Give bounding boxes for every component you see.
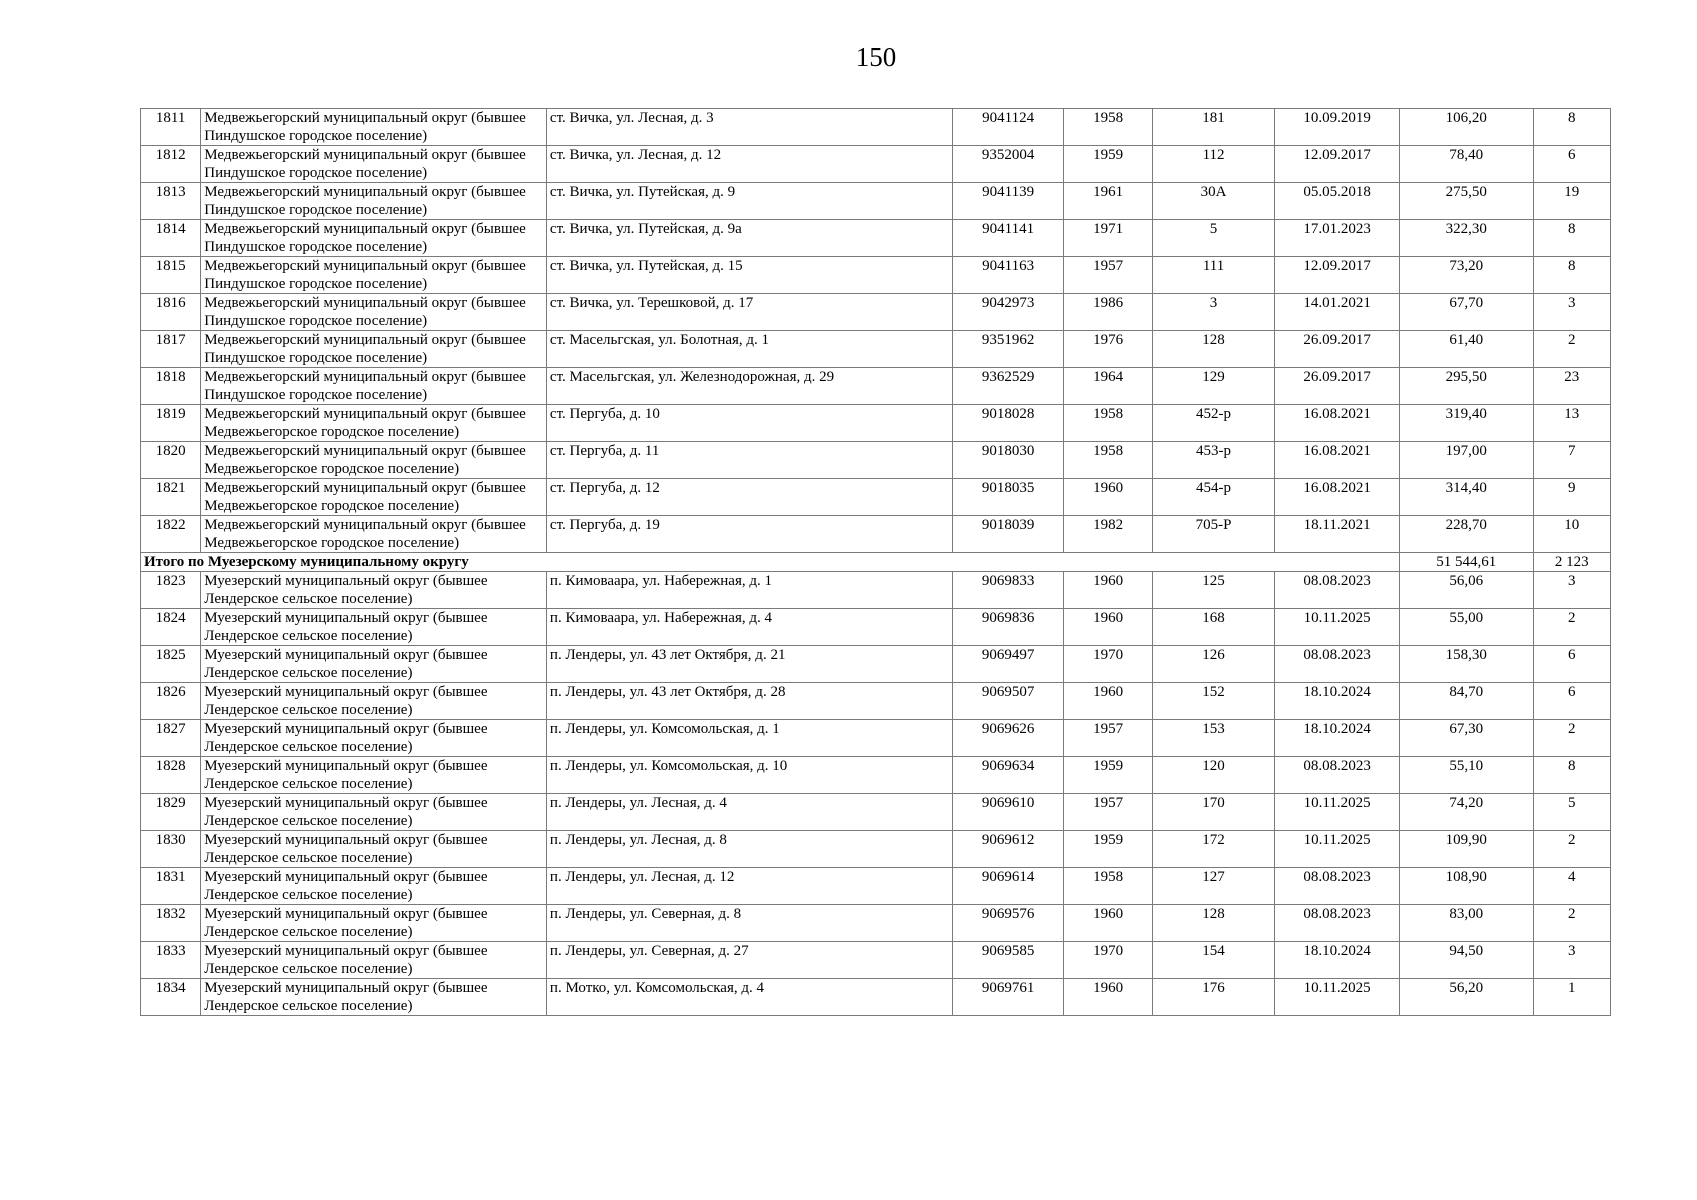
row-document-date: 18.10.2024 (1275, 942, 1400, 979)
table-row (141, 109, 1611, 146)
row-municipality: Муезерский муниципальный округ (бывшее Лендерское сельское поселение) (201, 831, 547, 868)
row-number: 1817 (141, 331, 201, 368)
row-residents: 8 (1533, 220, 1610, 257)
row-area: 106,20 (1399, 109, 1533, 146)
row-document-date: 10.11.2025 (1275, 831, 1400, 868)
row-residents: 23 (1533, 368, 1610, 405)
row-year-built: 1959 (1064, 757, 1152, 794)
rows-muezersky (141, 572, 1611, 1016)
row-cadastral-number: 9041124 (952, 109, 1064, 146)
table-row (141, 942, 1611, 979)
row-year-built: 1958 (1064, 442, 1152, 479)
row-municipality: Медвежьегорский муниципальный округ (бывшее Медвежьегорское городское поселение) (201, 516, 547, 553)
row-year-built: 1960 (1064, 979, 1152, 1016)
row-residents: 19 (1533, 183, 1610, 220)
table-row (141, 442, 1611, 479)
row-municipality: Муезерский муниципальный округ (бывшее Лендерское сельское поселение) (201, 979, 547, 1016)
row-residents: 8 (1533, 257, 1610, 294)
row-municipality: Медвежьегорский муниципальный округ (бывшее Пиндушское городское поселение) (201, 220, 547, 257)
row-year-built: 1960 (1064, 609, 1152, 646)
row-number: 1819 (141, 405, 201, 442)
row-address: ст. Пергуба, д. 10 (546, 405, 952, 442)
row-cadastral-number: 9041139 (952, 183, 1064, 220)
table-row (141, 516, 1611, 553)
row-residents: 6 (1533, 646, 1610, 683)
row-year-built: 1957 (1064, 720, 1152, 757)
row-residents: 3 (1533, 572, 1610, 609)
row-residents: 2 (1533, 831, 1610, 868)
row-year-built: 1960 (1064, 905, 1152, 942)
row-document-number: 168 (1152, 609, 1275, 646)
row-municipality: Муезерский муниципальный округ (бывшее Лендерское сельское поселение) (201, 905, 547, 942)
row-area: 56,06 (1399, 572, 1533, 609)
row-municipality: Медвежьегорский муниципальный округ (бывшее Пиндушское городское поселение) (201, 183, 547, 220)
row-residents: 9 (1533, 479, 1610, 516)
row-document-number: 172 (1152, 831, 1275, 868)
table-row (141, 220, 1611, 257)
row-municipality: Муезерский муниципальный округ (бывшее Лендерское сельское поселение) (201, 942, 547, 979)
row-municipality: Медвежьегорский муниципальный округ (бывшее Медвежьегорское городское поселение) (201, 479, 547, 516)
table-row (141, 646, 1611, 683)
row-document-date: 18.10.2024 (1275, 720, 1400, 757)
table-row (141, 183, 1611, 220)
row-cadastral-number: 9069585 (952, 942, 1064, 979)
row-cadastral-number: 9041141 (952, 220, 1064, 257)
table-row (141, 794, 1611, 831)
row-year-built: 1982 (1064, 516, 1152, 553)
row-document-date: 14.01.2021 (1275, 294, 1400, 331)
row-document-number: 111 (1152, 257, 1275, 294)
total-section (141, 553, 1611, 572)
row-cadastral-number: 9351962 (952, 331, 1064, 368)
row-year-built: 1970 (1064, 646, 1152, 683)
row-address: ст. Пергуба, д. 12 (546, 479, 952, 516)
row-municipality: Медвежьегорский муниципальный округ (бывшее Пиндушское городское поселение) (201, 331, 547, 368)
row-address: п. Кимоваара, ул. Набережная, д. 1 (546, 572, 952, 609)
row-number: 1825 (141, 646, 201, 683)
row-year-built: 1957 (1064, 794, 1152, 831)
row-residents: 3 (1533, 942, 1610, 979)
rows-medvezhyegorsk (141, 109, 1611, 553)
row-residents: 6 (1533, 146, 1610, 183)
row-address: п. Лендеры, ул. Лесная, д. 12 (546, 868, 952, 905)
row-document-number: 170 (1152, 794, 1275, 831)
row-residents: 6 (1533, 683, 1610, 720)
row-document-number: 126 (1152, 646, 1275, 683)
row-address: п. Лендеры, ул. Лесная, д. 8 (546, 831, 952, 868)
row-area: 319,40 (1399, 405, 1533, 442)
table-row (141, 572, 1611, 609)
row-address: ст. Вичка, ул. Путейская, д. 9а (546, 220, 952, 257)
table-row (141, 146, 1611, 183)
row-cadastral-number: 9352004 (952, 146, 1064, 183)
row-area: 73,20 (1399, 257, 1533, 294)
row-year-built: 1958 (1064, 405, 1152, 442)
row-year-built: 1971 (1064, 220, 1152, 257)
row-number: 1823 (141, 572, 201, 609)
row-cadastral-number: 9069576 (952, 905, 1064, 942)
row-year-built: 1960 (1064, 572, 1152, 609)
row-number: 1818 (141, 368, 201, 405)
total-area: 51 544,61 (1399, 553, 1533, 572)
row-cadastral-number: 9041163 (952, 257, 1064, 294)
row-cadastral-number: 9069497 (952, 646, 1064, 683)
row-document-number: 181 (1152, 109, 1275, 146)
row-municipality: Медвежьегорский муниципальный округ (бывшее Пиндушское городское поселение) (201, 146, 547, 183)
row-municipality: Муезерский муниципальный округ (бывшее Лендерское сельское поселение) (201, 720, 547, 757)
row-address: ст. Масельгская, ул. Болотная, д. 1 (546, 331, 952, 368)
row-document-number: 705-Р (1152, 516, 1275, 553)
row-area: 322,30 (1399, 220, 1533, 257)
row-year-built: 1959 (1064, 146, 1152, 183)
row-document-number: 454-р (1152, 479, 1275, 516)
row-municipality: Муезерский муниципальный округ (бывшее Лендерское сельское поселение) (201, 572, 547, 609)
row-address: ст. Вичка, ул. Путейская, д. 15 (546, 257, 952, 294)
row-residents: 2 (1533, 331, 1610, 368)
row-municipality: Муезерский муниципальный округ (бывшее Лендерское сельское поселение) (201, 757, 547, 794)
row-number: 1820 (141, 442, 201, 479)
row-address: п. Лендеры, ул. Северная, д. 8 (546, 905, 952, 942)
row-document-date: 08.08.2023 (1275, 757, 1400, 794)
row-residents: 3 (1533, 294, 1610, 331)
table-row (141, 868, 1611, 905)
row-number: 1811 (141, 109, 201, 146)
row-residents: 10 (1533, 516, 1610, 553)
row-address: ст. Вичка, ул. Лесная, д. 3 (546, 109, 952, 146)
row-document-date: 10.09.2019 (1275, 109, 1400, 146)
row-document-number: 128 (1152, 331, 1275, 368)
row-residents: 8 (1533, 757, 1610, 794)
row-number: 1822 (141, 516, 201, 553)
row-document-number: 112 (1152, 146, 1275, 183)
row-number: 1833 (141, 942, 201, 979)
row-document-number: 120 (1152, 757, 1275, 794)
row-address: п. Лендеры, ул. 43 лет Октября, д. 28 (546, 683, 952, 720)
row-year-built: 1958 (1064, 109, 1152, 146)
row-document-date: 18.11.2021 (1275, 516, 1400, 553)
row-address: ст. Пергуба, д. 19 (546, 516, 952, 553)
row-cadastral-number: 9018028 (952, 405, 1064, 442)
total-label: Итого по Муезерскому муниципальному округу (141, 553, 1400, 572)
row-cadastral-number: 9069634 (952, 757, 1064, 794)
total-people: 2 123 (1533, 553, 1610, 572)
row-address: ст. Вичка, ул. Терешковой, д. 17 (546, 294, 952, 331)
row-document-date: 10.11.2025 (1275, 609, 1400, 646)
table-row (141, 294, 1611, 331)
row-address: ст. Вичка, ул. Лесная, д. 12 (546, 146, 952, 183)
row-document-date: 26.09.2017 (1275, 331, 1400, 368)
row-year-built: 1959 (1064, 831, 1152, 868)
row-number: 1826 (141, 683, 201, 720)
row-number: 1827 (141, 720, 201, 757)
row-number: 1812 (141, 146, 201, 183)
row-cadastral-number: 9069626 (952, 720, 1064, 757)
row-area: 61,40 (1399, 331, 1533, 368)
housing-registry-table (140, 108, 1611, 1016)
row-cadastral-number: 9018039 (952, 516, 1064, 553)
row-document-date: 26.09.2017 (1275, 368, 1400, 405)
row-cadastral-number: 9042973 (952, 294, 1064, 331)
row-residents: 5 (1533, 794, 1610, 831)
row-area: 94,50 (1399, 942, 1533, 979)
row-area: 197,00 (1399, 442, 1533, 479)
row-document-date: 16.08.2021 (1275, 405, 1400, 442)
row-document-date: 08.08.2023 (1275, 572, 1400, 609)
table-row (141, 257, 1611, 294)
row-year-built: 1958 (1064, 868, 1152, 905)
row-document-date: 08.08.2023 (1275, 646, 1400, 683)
table-row (141, 331, 1611, 368)
row-area: 228,70 (1399, 516, 1533, 553)
row-cadastral-number: 9069507 (952, 683, 1064, 720)
row-document-date: 10.11.2025 (1275, 979, 1400, 1016)
row-residents: 7 (1533, 442, 1610, 479)
row-document-number: 3 (1152, 294, 1275, 331)
row-document-date: 16.08.2021 (1275, 442, 1400, 479)
row-residents: 2 (1533, 609, 1610, 646)
row-document-number: 129 (1152, 368, 1275, 405)
row-address: п. Лендеры, ул. Комсомольская, д. 1 (546, 720, 952, 757)
row-address: ст. Масельгская, ул. Железнодорожная, д. 29 (546, 368, 952, 405)
row-municipality: Муезерский муниципальный округ (бывшее Лендерское сельское поселение) (201, 868, 547, 905)
row-address: ст. Вичка, ул. Путейская, д. 9 (546, 183, 952, 220)
row-residents: 13 (1533, 405, 1610, 442)
row-municipality: Муезерский муниципальный округ (бывшее Лендерское сельское поселение) (201, 646, 547, 683)
row-document-number: 452-р (1152, 405, 1275, 442)
table-row (141, 905, 1611, 942)
table-row (141, 757, 1611, 794)
row-number: 1814 (141, 220, 201, 257)
row-cadastral-number: 9069833 (952, 572, 1064, 609)
row-address: ст. Пергуба, д. 11 (546, 442, 952, 479)
table-row (141, 368, 1611, 405)
row-address: п. Лендеры, ул. Комсомольская, д. 10 (546, 757, 952, 794)
row-residents: 4 (1533, 868, 1610, 905)
row-cadastral-number: 9362529 (952, 368, 1064, 405)
table-row (141, 979, 1611, 1016)
row-document-number: 128 (1152, 905, 1275, 942)
row-document-date: 17.01.2023 (1275, 220, 1400, 257)
row-area: 295,50 (1399, 368, 1533, 405)
row-number: 1824 (141, 609, 201, 646)
row-number: 1815 (141, 257, 201, 294)
row-year-built: 1976 (1064, 331, 1152, 368)
row-residents: 2 (1533, 905, 1610, 942)
row-document-date: 12.09.2017 (1275, 146, 1400, 183)
row-cadastral-number: 9018035 (952, 479, 1064, 516)
row-cadastral-number: 9069610 (952, 794, 1064, 831)
row-area: 56,20 (1399, 979, 1533, 1016)
row-number: 1829 (141, 794, 201, 831)
row-municipality: Медвежьегорский муниципальный округ (бывшее Пиндушское городское поселение) (201, 257, 547, 294)
row-municipality: Муезерский муниципальный округ (бывшее Лендерское сельское поселение) (201, 683, 547, 720)
row-year-built: 1970 (1064, 942, 1152, 979)
table-row (141, 405, 1611, 442)
row-address: п. Кимоваара, ул. Набережная, д. 4 (546, 609, 952, 646)
row-year-built: 1960 (1064, 479, 1152, 516)
row-number: 1834 (141, 979, 201, 1016)
row-area: 83,00 (1399, 905, 1533, 942)
row-document-date: 12.09.2017 (1275, 257, 1400, 294)
row-municipality: Медвежьегорский муниципальный округ (бывшее Пиндушское городское поселение) (201, 294, 547, 331)
row-area: 84,70 (1399, 683, 1533, 720)
table-row (141, 609, 1611, 646)
row-document-number: 125 (1152, 572, 1275, 609)
row-number: 1832 (141, 905, 201, 942)
row-number: 1821 (141, 479, 201, 516)
row-document-number: 453-р (1152, 442, 1275, 479)
row-year-built: 1986 (1064, 294, 1152, 331)
row-address: п. Лендеры, ул. Лесная, д. 4 (546, 794, 952, 831)
row-year-built: 1960 (1064, 683, 1152, 720)
row-municipality: Медвежьегорский муниципальный округ (бывшее Пиндушское городское поселение) (201, 109, 547, 146)
row-municipality: Муезерский муниципальный округ (бывшее Лендерское сельское поселение) (201, 609, 547, 646)
row-document-number: 127 (1152, 868, 1275, 905)
row-year-built: 1961 (1064, 183, 1152, 220)
row-cadastral-number: 9018030 (952, 442, 1064, 479)
row-cadastral-number: 9069761 (952, 979, 1064, 1016)
row-document-date: 10.11.2025 (1275, 794, 1400, 831)
row-area: 55,10 (1399, 757, 1533, 794)
table-row (141, 683, 1611, 720)
row-number: 1830 (141, 831, 201, 868)
row-area: 158,30 (1399, 646, 1533, 683)
row-document-number: 30А (1152, 183, 1275, 220)
row-document-date: 18.10.2024 (1275, 683, 1400, 720)
row-document-number: 152 (1152, 683, 1275, 720)
row-document-date: 08.08.2023 (1275, 868, 1400, 905)
row-address: п. Мотко, ул. Комсомольская, д. 4 (546, 979, 952, 1016)
row-year-built: 1957 (1064, 257, 1152, 294)
row-document-number: 153 (1152, 720, 1275, 757)
total-row (141, 553, 1611, 572)
row-residents: 1 (1533, 979, 1610, 1016)
row-residents: 2 (1533, 720, 1610, 757)
row-area: 67,70 (1399, 294, 1533, 331)
table-row (141, 720, 1611, 757)
row-document-date: 16.08.2021 (1275, 479, 1400, 516)
row-cadastral-number: 9069836 (952, 609, 1064, 646)
row-municipality: Медвежьегорский муниципальный округ (бывшее Медвежьегорское городское поселение) (201, 405, 547, 442)
row-area: 67,30 (1399, 720, 1533, 757)
row-document-date: 08.08.2023 (1275, 905, 1400, 942)
row-area: 109,90 (1399, 831, 1533, 868)
row-area: 275,50 (1399, 183, 1533, 220)
row-number: 1831 (141, 868, 201, 905)
row-area: 78,40 (1399, 146, 1533, 183)
table-row (141, 479, 1611, 516)
row-number: 1828 (141, 757, 201, 794)
page-number: 150 (855, 42, 897, 72)
row-area: 108,90 (1399, 868, 1533, 905)
row-area: 55,00 (1399, 609, 1533, 646)
row-municipality: Медвежьегорский муниципальный округ (бывшее Медвежьегорское городское поселение) (201, 442, 547, 479)
row-cadastral-number: 9069614 (952, 868, 1064, 905)
row-document-number: 176 (1152, 979, 1275, 1016)
row-address: п. Лендеры, ул. 43 лет Октября, д. 21 (546, 646, 952, 683)
row-municipality: Муезерский муниципальный округ (бывшее Лендерское сельское поселение) (201, 794, 547, 831)
row-address: п. Лендеры, ул. Северная, д. 27 (546, 942, 952, 979)
row-area: 314,40 (1399, 479, 1533, 516)
row-residents: 8 (1533, 109, 1610, 146)
row-document-number: 5 (1152, 220, 1275, 257)
row-document-number: 154 (1152, 942, 1275, 979)
row-area: 74,20 (1399, 794, 1533, 831)
table-row (141, 831, 1611, 868)
row-document-date: 05.05.2018 (1275, 183, 1400, 220)
row-cadastral-number: 9069612 (952, 831, 1064, 868)
row-number: 1813 (141, 183, 201, 220)
row-municipality: Медвежьегорский муниципальный округ (бывшее Пиндушское городское поселение) (201, 368, 547, 405)
row-number: 1816 (141, 294, 201, 331)
row-year-built: 1964 (1064, 368, 1152, 405)
